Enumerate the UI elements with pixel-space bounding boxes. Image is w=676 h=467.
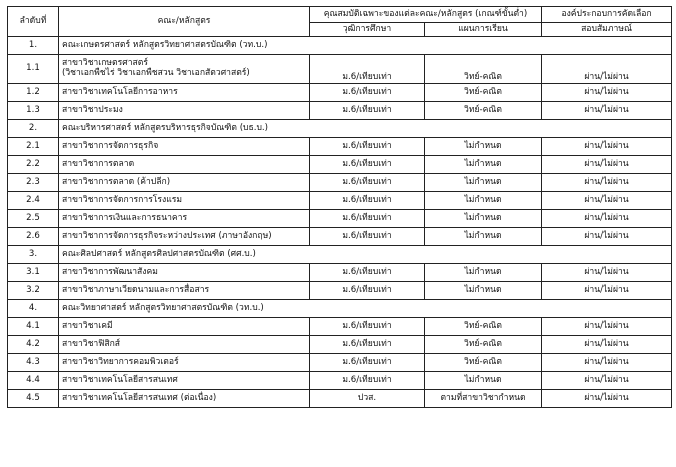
interview-cell: ผ่าน/ไม่ผ่าน <box>542 102 672 120</box>
program-cell <box>59 192 310 210</box>
section-title: คณะเกษตรศาสตร์ หลักสูตรวิทยาศาสตรบัณฑิต (วท.บ.) <box>59 37 672 55</box>
program-name: สาขาวิชาเทคโนโลยีสารสนเทศ (ต่อเนื่อง) <box>62 392 217 403</box>
header-education: วุฒิการศึกษา <box>310 23 425 37</box>
interview-cell: ผ่าน/ไม่ผ่าน <box>542 55 672 84</box>
study-plan-cell: วิทย์-คณิต <box>425 102 542 120</box>
study-plan-cell: วิทย์-คณิต <box>425 336 542 354</box>
program-cell <box>59 318 310 336</box>
program-name: สาขาวิชาประมง <box>62 104 123 115</box>
study-plan-cell: วิทย์-คณิต <box>425 318 542 336</box>
row-number: 3.2 <box>8 282 59 300</box>
table-row <box>8 84 672 102</box>
row-number: 3.1 <box>8 264 59 282</box>
program-name: สาขาวิชาการพัฒนาสังคม <box>62 266 158 277</box>
table-row <box>8 174 672 192</box>
study-plan-cell: ไม่กำหนด <box>425 138 542 156</box>
row-number: 4.5 <box>8 390 59 408</box>
program-name: สาขาวิชาเคมี <box>62 320 113 331</box>
education-cell: ม.6/เทียบเท่า <box>310 282 425 300</box>
education-cell: ม.6/เทียบเท่า <box>310 228 425 246</box>
section-title: คณะศิลปศาสตร์ หลักสูตรศิลปศาสตรบัณฑิต (ศศ.บ.) <box>59 246 672 264</box>
header-program: คณะ/หลักสูตร <box>59 7 310 37</box>
program-name: สาขาวิชาฟิสิกส์ <box>62 338 121 349</box>
education-cell: ม.6/เทียบเท่า <box>310 372 425 390</box>
table-row <box>8 138 672 156</box>
table-row <box>8 336 672 354</box>
header-no: ลำดับที่ <box>8 7 59 37</box>
education-cell: ม.6/เทียบเท่า <box>310 156 425 174</box>
education-cell: ม.6/เทียบเท่า <box>310 55 425 84</box>
education-cell: ม.6/เทียบเท่า <box>310 102 425 120</box>
row-number: 2.2 <box>8 156 59 174</box>
row-number: 1.2 <box>8 84 59 102</box>
program-name: สาขาวิชาการจัดการการโรงแรม <box>62 194 183 205</box>
program-name-line2: (วิชาเอกพืชไร่ วิชาเอกพืชสวน วิชาเอกสัตวศาสตร์) <box>62 68 250 78</box>
study-plan-cell: ไม่กำหนด <box>425 156 542 174</box>
program-name: สาขาวิชาภาษาเวียดนามและการสื่อสาร <box>62 284 210 295</box>
row-number: 1.3 <box>8 102 59 120</box>
program-name: สาขาวิชาการเงินและการธนาคาร <box>62 212 188 223</box>
table-row <box>8 282 672 300</box>
section-row <box>8 120 672 138</box>
table-row <box>8 228 672 246</box>
table-row <box>8 354 672 372</box>
section-number: 4. <box>8 300 59 318</box>
interview-cell: ผ่าน/ไม่ผ่าน <box>542 192 672 210</box>
program-cell <box>59 156 310 174</box>
section-number: 3. <box>8 246 59 264</box>
program-cell <box>59 210 310 228</box>
section-row <box>8 246 672 264</box>
interview-cell: ผ่าน/ไม่ผ่าน <box>542 210 672 228</box>
education-cell: ม.6/เทียบเท่า <box>310 354 425 372</box>
header-selection-group: องค์ประกอบการคัดเลือก <box>542 7 672 23</box>
interview-cell: ผ่าน/ไม่ผ่าน <box>542 228 672 246</box>
program-name: สาขาวิชาเกษตรศาสตร์ <box>62 58 148 69</box>
study-plan-cell: วิทย์-คณิต <box>425 354 542 372</box>
header-qualification-group: คุณสมบัติเฉพาะของแต่ละคณะ/หลักสูตร (เกณฑ์ขั้นต่ำ) <box>310 7 542 23</box>
section-row <box>8 300 672 318</box>
program-cell <box>59 55 310 84</box>
interview-cell: ผ่าน/ไม่ผ่าน <box>542 390 672 408</box>
section-row <box>8 37 672 55</box>
program-cell <box>59 138 310 156</box>
row-number: 2.6 <box>8 228 59 246</box>
program-name: สาขาวิชาวิทยาการคอมพิวเตอร์ <box>62 356 179 367</box>
table-body <box>8 37 672 408</box>
row-number: 2.5 <box>8 210 59 228</box>
section-title: คณะวิทยาศาสตร์ หลักสูตรวิทยาศาสตรบัณฑิต (วท.บ.) <box>59 300 672 318</box>
study-plan-cell: ไม่กำหนด <box>425 282 542 300</box>
interview-cell: ผ่าน/ไม่ผ่าน <box>542 138 672 156</box>
row-number: 4.3 <box>8 354 59 372</box>
table-row <box>8 55 672 84</box>
study-plan-cell: วิทย์-คณิต <box>425 55 542 84</box>
study-plan-cell: ไม่กำหนด <box>425 174 542 192</box>
table-row <box>8 156 672 174</box>
education-cell: ม.6/เทียบเท่า <box>310 318 425 336</box>
interview-cell: ผ่าน/ไม่ผ่าน <box>542 336 672 354</box>
program-cell <box>59 372 310 390</box>
program-cell <box>59 336 310 354</box>
study-plan-cell: ตามที่สาขาวิชากำหนด <box>425 390 542 408</box>
table-row <box>8 390 672 408</box>
study-plan-cell: วิทย์-คณิต <box>425 84 542 102</box>
row-number: 2.1 <box>8 138 59 156</box>
education-cell: ม.6/เทียบเท่า <box>310 264 425 282</box>
program-name: สาขาวิชาการตลาด <box>62 158 135 169</box>
table-row <box>8 372 672 390</box>
row-number: 4.4 <box>8 372 59 390</box>
table-row <box>8 102 672 120</box>
table-row <box>8 192 672 210</box>
interview-cell: ผ่าน/ไม่ผ่าน <box>542 318 672 336</box>
interview-cell: ผ่าน/ไม่ผ่าน <box>542 84 672 102</box>
program-name: สาขาวิชาการจัดการธุรกิจ <box>62 140 159 151</box>
row-number: 2.4 <box>8 192 59 210</box>
study-plan-cell: ไม่กำหนด <box>425 372 542 390</box>
program-name: สาขาวิชาเทคโนโลยีการอาหาร <box>62 86 178 97</box>
study-plan-cell: ไม่กำหนด <box>425 192 542 210</box>
study-plan-cell: ไม่กำหนด <box>425 210 542 228</box>
education-cell: ม.6/เทียบเท่า <box>310 336 425 354</box>
program-cell <box>59 84 310 102</box>
admission-criteria-table <box>7 6 672 408</box>
section-number: 1. <box>8 37 59 55</box>
interview-cell: ผ่าน/ไม่ผ่าน <box>542 372 672 390</box>
education-cell: ม.6/เทียบเท่า <box>310 192 425 210</box>
interview-cell: ผ่าน/ไม่ผ่าน <box>542 156 672 174</box>
table-row <box>8 264 672 282</box>
row-number: 4.1 <box>8 318 59 336</box>
program-cell <box>59 102 310 120</box>
table-row <box>8 318 672 336</box>
education-cell: ม.6/เทียบเท่า <box>310 174 425 192</box>
section-title: คณะบริหารศาสตร์ หลักสูตรบริหารธุรกิจบัณฑิต (บธ.บ.) <box>59 120 672 138</box>
table-row <box>8 210 672 228</box>
header-study-plan: แผนการเรียน <box>425 23 542 37</box>
header-interview: สอบสัมภาษณ์ <box>542 23 672 37</box>
section-number: 2. <box>8 120 59 138</box>
program-cell <box>59 390 310 408</box>
program-cell <box>59 282 310 300</box>
program-cell <box>59 174 310 192</box>
interview-cell: ผ่าน/ไม่ผ่าน <box>542 174 672 192</box>
program-name: สาขาวิชาการตลาด (ค้าปลีก) <box>62 176 171 187</box>
education-cell: ม.6/เทียบเท่า <box>310 138 425 156</box>
education-cell: ม.6/เทียบเท่า <box>310 210 425 228</box>
education-cell: ม.6/เทียบเท่า <box>310 84 425 102</box>
program-name: สาขาวิชาการจัดการธุรกิจระหว่างประเทศ (ภาษาอังกฤษ) <box>62 230 272 241</box>
interview-cell: ผ่าน/ไม่ผ่าน <box>542 282 672 300</box>
program-cell <box>59 228 310 246</box>
program-cell <box>59 264 310 282</box>
program-name: สาขาวิชาเทคโนโลยีสารสนเทศ <box>62 374 178 385</box>
study-plan-cell: ไม่กำหนด <box>425 264 542 282</box>
row-number: 2.3 <box>8 174 59 192</box>
table-header-row <box>8 7 672 23</box>
row-number: 1.1 <box>8 55 59 84</box>
study-plan-cell: ไม่กำหนด <box>425 228 542 246</box>
interview-cell: ผ่าน/ไม่ผ่าน <box>542 264 672 282</box>
interview-cell: ผ่าน/ไม่ผ่าน <box>542 354 672 372</box>
program-cell <box>59 354 310 372</box>
row-number: 4.2 <box>8 336 59 354</box>
education-cell: ปวส. <box>310 390 425 408</box>
